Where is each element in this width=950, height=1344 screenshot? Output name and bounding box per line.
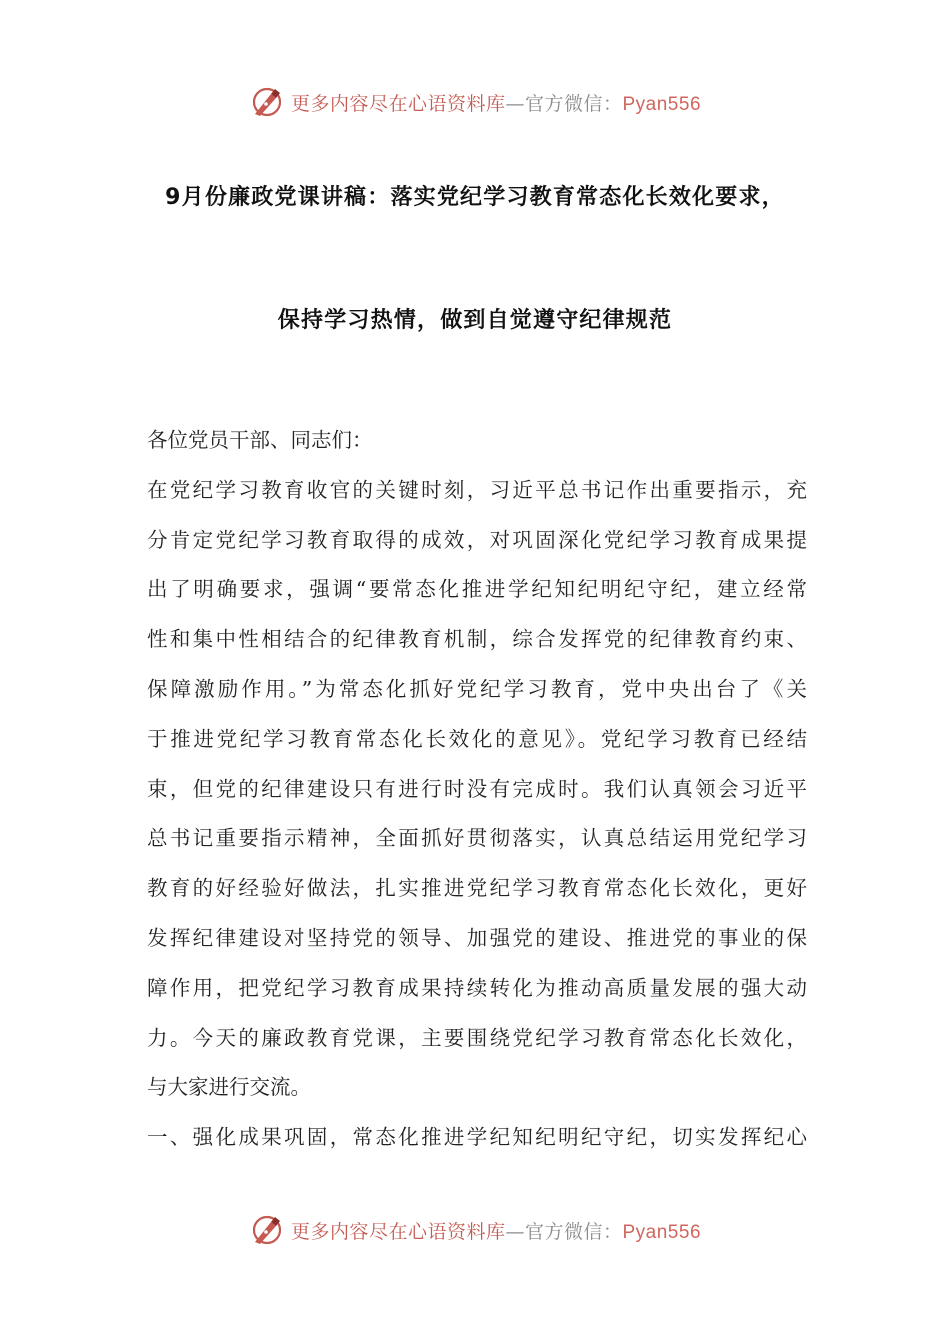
salutation-line: 各位党员干部、同志们： xyxy=(147,428,373,452)
body-line: 力。今天的廉政教育党课，主要围绕党纪学习教育常态化长效化， xyxy=(147,1025,807,1050)
document-body xyxy=(147,416,807,1163)
body-line: 在党纪学习教育收官的关键时刻，习近平总书记作出重要指示，充 xyxy=(147,477,807,502)
body-line: 于推进党纪学习教育常态化长效化的意见》。党纪学习教育已经结 xyxy=(147,726,807,751)
body-line: 性和集中性相结合的纪律教育机制，综合发挥党的纪律教育约束、 xyxy=(147,627,807,652)
watermark-main-text: 更多内容尽在心语资料库 xyxy=(290,1220,506,1243)
pen-nib-circle-icon xyxy=(249,84,285,120)
watermark-wechat-label: 官方微信： xyxy=(524,1220,623,1243)
body-line: 发挥纪律建设对坚持党的领导、加强党的建设、推进党的事业的保 xyxy=(147,925,807,950)
watermark-dash: — xyxy=(505,92,525,115)
body-line: 总书记重要指示精神，全面抓好贯彻落实，认真总结运用党纪学习 xyxy=(147,826,807,851)
footer-watermark-banner xyxy=(0,1210,950,1250)
watermark-account: Pyan556 xyxy=(622,93,702,115)
body-line: 障作用，把党纪学习教育成果持续转化为推动高质量发展的强大动 xyxy=(147,975,807,1000)
pen-nib-circle-icon xyxy=(249,1212,285,1248)
watermark-text xyxy=(291,89,701,116)
document-title-line-2: 保持学习热情，做到自觉遵守纪律规范 xyxy=(277,308,673,333)
body-line: 保障激励作用。”为常态化抓好党纪学习教育，党中央出台了《关 xyxy=(147,676,807,701)
watermark-account: Pyan556 xyxy=(622,1221,702,1243)
body-line: 教育的好经验好做法，扎实推进党纪学习教育常态化长效化，更好 xyxy=(147,876,807,901)
body-line: 束，但党的纪律建设只有进行时没有完成时。我们认真领会习近平 xyxy=(147,776,807,801)
watermark-wechat-label: 官方微信： xyxy=(524,92,623,115)
watermark-dash: — xyxy=(505,1220,525,1243)
watermark-text xyxy=(291,1217,701,1244)
body-line: 分肯定党纪学习教育取得的成效，对巩固深化党纪学习教育成果提 xyxy=(147,527,807,552)
header-watermark-banner xyxy=(0,82,950,122)
body-line: 与大家进行交流。 xyxy=(147,1075,311,1100)
watermark-main-text: 更多内容尽在心语资料库 xyxy=(290,92,506,115)
section-heading-line: 一、强化成果巩固，常态化推进学纪知纪明纪守纪，切实发挥纪心 xyxy=(147,1125,807,1150)
document-title-line-1: 9月份廉政党课讲稿：落实党纪学习教育常态化长效化要求， xyxy=(165,185,785,210)
body-line: 出了明确要求，强调“要常态化推进学纪知纪明纪守纪，建立经常 xyxy=(147,577,807,602)
